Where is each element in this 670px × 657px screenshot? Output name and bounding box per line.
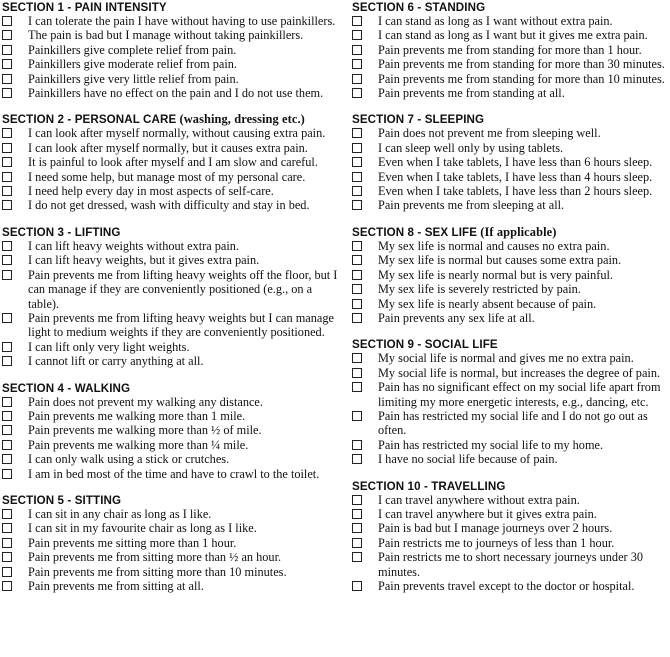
answer-option[interactable] <box>352 311 670 325</box>
questionnaire-section <box>352 225 670 325</box>
answer-option-label: My social life is normal and gives me no extra pain. <box>378 351 634 366</box>
answer-option-label: I cannot lift or carry anything at all. <box>28 354 204 369</box>
section-title <box>352 337 670 351</box>
answer-option[interactable] <box>2 126 338 140</box>
checkbox[interactable] <box>2 454 12 464</box>
checkbox[interactable] <box>352 255 362 265</box>
answer-option-label: I need some help, but manage most of my personal care. <box>28 169 306 184</box>
checkbox[interactable] <box>352 552 362 562</box>
checkbox[interactable] <box>352 454 362 464</box>
answer-option[interactable] <box>2 550 338 564</box>
answer-option[interactable] <box>352 155 670 169</box>
answer-option[interactable] <box>352 536 670 550</box>
answer-option-label: My social life is normal, but increases the degree of pain. <box>378 365 661 380</box>
answer-option-label: I can lift only very light weights. <box>28 339 190 354</box>
left-column <box>2 0 338 593</box>
checkbox[interactable] <box>2 172 12 182</box>
section-title-text: SECTION 6 - STANDING <box>352 1 486 14</box>
answer-option-label: I can stand as long as I want without extra pain. <box>378 14 613 28</box>
answer-option-label: I can travel anywhere but it gives extra pain. <box>378 506 597 521</box>
answer-option-label: My sex life is nearly absent because of pain. <box>378 296 597 311</box>
answer-option[interactable] <box>2 536 338 550</box>
checkbox[interactable] <box>352 538 362 548</box>
answer-option[interactable] <box>2 409 338 423</box>
answer-option[interactable] <box>352 380 670 409</box>
checkbox[interactable] <box>352 128 362 138</box>
checkbox[interactable] <box>2 425 12 435</box>
answer-option-label: Pain prevents me walking more than ¼ mile. <box>28 437 249 452</box>
checkbox[interactable] <box>352 59 362 69</box>
answer-option[interactable] <box>2 452 338 466</box>
answer-option[interactable] <box>2 395 338 409</box>
answer-option-label: Painkillers give moderate relief from pain. <box>28 57 237 72</box>
checkbox[interactable] <box>2 270 12 280</box>
section-title <box>352 0 670 14</box>
checkbox[interactable] <box>352 368 362 378</box>
answer-option-label: I can look after myself normally, without causing extra pain. <box>28 126 326 141</box>
checkbox[interactable] <box>2 200 12 210</box>
section-title-text: SECTION 9 - SOCIAL LIFE <box>352 338 498 352</box>
section-title <box>2 493 338 507</box>
answer-option[interactable] <box>352 297 670 311</box>
answer-option[interactable] <box>2 28 338 42</box>
answer-option-label: Even when I take tablets, I have less than 6 hours sleep. <box>378 155 653 170</box>
answer-option[interactable] <box>2 423 338 437</box>
answer-option-label: Pain prevents me from standing for more than 10 minutes. <box>378 71 665 86</box>
answer-option[interactable] <box>352 521 670 535</box>
answer-option[interactable] <box>2 340 338 354</box>
answer-option[interactable] <box>2 72 338 86</box>
answer-option[interactable] <box>352 253 670 267</box>
section-title-text: SECTION 3 - LIFTING <box>2 225 121 239</box>
answer-option[interactable] <box>2 184 338 198</box>
checkbox[interactable] <box>2 128 12 138</box>
section-title-text: SECTION 1 - PAIN INTENSITY <box>2 1 167 14</box>
answer-option[interactable] <box>352 452 670 466</box>
answer-option[interactable] <box>2 579 338 593</box>
answer-option-label: I can sit in my favourite chair as long as I like. <box>28 521 257 536</box>
answer-option-label: Pain prevents travel except to the doctor or hospital. <box>378 579 635 593</box>
answer-option-label: I can only walk using a stick or crutches. <box>28 452 230 467</box>
checkbox[interactable] <box>2 30 12 40</box>
answer-option-label: Pain prevents me from sitting more than ½ an hour. <box>28 550 282 565</box>
checkbox[interactable] <box>2 59 12 69</box>
answer-option-label: Pain does not prevent me from sleeping well. <box>378 126 601 141</box>
answer-option-label: I do not get dressed, wash with difficulty and stay in bed. <box>28 198 310 213</box>
checkbox[interactable] <box>352 411 362 421</box>
section-title <box>352 479 670 493</box>
checkbox[interactable] <box>2 241 12 251</box>
checkbox[interactable] <box>352 157 362 167</box>
section-title-note: (If applicable) <box>480 224 557 239</box>
answer-option-label: I can sleep well only by using tablets. <box>378 140 564 155</box>
answer-option-label: I can look after myself normally, but it causes extra pain. <box>28 140 308 155</box>
checkbox[interactable] <box>352 186 362 196</box>
answer-option[interactable] <box>2 438 338 452</box>
checkbox[interactable] <box>2 552 12 562</box>
answer-option-label: Pain prevents me from sitting at all. <box>28 579 204 593</box>
questionnaire-section <box>352 479 670 594</box>
section-title-note: (washing, dressing etc.) <box>179 112 305 127</box>
section-title <box>352 112 670 126</box>
answer-option[interactable] <box>2 507 338 521</box>
answer-option[interactable] <box>352 239 670 253</box>
answer-option-label: I can lift heavy weights without extra pain. <box>28 238 240 253</box>
checkbox[interactable] <box>352 16 362 26</box>
checkbox[interactable] <box>352 270 362 280</box>
answer-option[interactable] <box>2 354 338 368</box>
answer-option-label: Pain prevents me sitting more than 1 hour. <box>28 535 237 550</box>
answer-option-label: Pain prevents me from sleeping at all. <box>378 198 565 213</box>
answer-option[interactable] <box>2 311 338 340</box>
answer-option[interactable] <box>352 550 670 579</box>
section-title-text: SECTION 8 - SEX LIFE <box>352 225 478 239</box>
answer-option[interactable] <box>2 155 338 169</box>
answer-option-label: Pain is bad but I manage journeys over 2 hours. <box>378 521 613 536</box>
answer-option[interactable] <box>2 170 338 184</box>
section-title <box>2 381 338 395</box>
checkbox[interactable] <box>352 495 362 505</box>
answer-option[interactable] <box>352 126 670 140</box>
checkbox[interactable] <box>2 523 12 533</box>
checkbox[interactable] <box>352 200 362 210</box>
answer-option[interactable] <box>352 351 670 365</box>
checkbox[interactable] <box>2 581 12 591</box>
answer-option[interactable] <box>2 268 338 311</box>
checkbox[interactable] <box>352 172 362 182</box>
questionnaire-section <box>2 112 338 212</box>
checkbox[interactable] <box>352 581 362 591</box>
answer-option[interactable] <box>352 282 670 296</box>
answer-option[interactable] <box>352 507 670 521</box>
answer-option[interactable] <box>352 409 670 438</box>
answer-option-label: Pain has restricted my social life to my home. <box>378 437 604 452</box>
section-title-text: SECTION 10 - TRAVELLING <box>352 479 506 493</box>
checkbox[interactable] <box>2 143 12 153</box>
answer-option-label: Pain prevents me from standing at all. <box>378 86 565 101</box>
questionnaire-section <box>352 0 670 100</box>
answer-option[interactable] <box>2 467 338 481</box>
section-title <box>2 0 338 14</box>
answer-option[interactable] <box>352 198 670 212</box>
checkbox[interactable] <box>2 567 12 577</box>
answer-option[interactable] <box>352 141 670 155</box>
answer-option[interactable] <box>352 72 670 86</box>
answer-option[interactable] <box>2 521 338 535</box>
checkbox[interactable] <box>2 313 12 323</box>
checkbox[interactable] <box>2 469 12 479</box>
answer-option-label: I need help every day in most aspects of self-care. <box>28 184 274 199</box>
checkbox[interactable] <box>352 30 362 40</box>
answer-option-label: Pain restricts me to journeys of less than 1 hour. <box>378 535 615 550</box>
section-title <box>352 225 670 239</box>
answer-option[interactable] <box>352 170 670 184</box>
answer-option-label: Painkillers give very little relief from pain. <box>28 71 239 86</box>
answer-option-label: My sex life is normal but causes some extra pain. <box>378 253 622 268</box>
answer-option-label: I can lift heavy weights, but it gives extra pain. <box>28 253 260 268</box>
section-title <box>2 225 338 239</box>
checkbox[interactable] <box>2 342 12 352</box>
answer-option-label: I can stand as long as I want but it gives me extra pain. <box>378 28 648 43</box>
checkbox[interactable] <box>352 143 362 153</box>
checkbox[interactable] <box>2 74 12 84</box>
answer-option-label: Pain has no significant effect on my social life apart from limiting my more energetic interests, e.g., dancing, etc. <box>378 380 661 409</box>
answer-option[interactable] <box>352 579 670 593</box>
answer-option-label: I can tolerate the pain I have without having to use painkillers. <box>28 14 336 28</box>
checkbox[interactable] <box>352 299 362 309</box>
answer-option-label: The pain is bad but I manage without taking painkillers. <box>28 28 304 43</box>
answer-option[interactable] <box>352 493 670 507</box>
checkbox[interactable] <box>352 88 362 98</box>
questionnaire-section <box>352 112 670 212</box>
checkbox[interactable] <box>2 356 12 366</box>
answer-option-label: Painkillers give complete relief from pain. <box>28 42 237 57</box>
answer-option[interactable] <box>352 43 670 57</box>
checkbox[interactable] <box>352 74 362 84</box>
answer-option[interactable] <box>2 565 338 579</box>
checkbox[interactable] <box>2 16 12 26</box>
answer-option[interactable] <box>352 14 670 28</box>
questionnaire-section <box>352 337 670 466</box>
section-title-text: SECTION 7 - SLEEPING <box>352 113 485 127</box>
answer-option-label: I can travel anywhere without extra pain. <box>378 492 580 507</box>
answer-option[interactable] <box>352 184 670 198</box>
answer-option[interactable] <box>2 253 338 267</box>
checkbox[interactable] <box>352 440 362 450</box>
answer-option[interactable] <box>2 43 338 57</box>
answer-option[interactable] <box>352 86 670 100</box>
answer-option[interactable] <box>352 268 670 282</box>
answer-option-label: I am in bed most of the time and have to crawl to the toilet. <box>28 466 320 481</box>
checkbox[interactable] <box>2 440 12 450</box>
answer-option-label: I can sit in any chair as long as I like. <box>28 506 212 521</box>
checkbox[interactable] <box>352 353 362 363</box>
checkbox[interactable] <box>352 284 362 294</box>
checkbox[interactable] <box>352 509 362 519</box>
answer-option-label: Pain prevents me from lifting heavy weights off the floor, but I can manage if they are conveniently positioned (e.g., on a table). <box>28 267 338 311</box>
checkbox[interactable] <box>352 313 362 323</box>
checkbox[interactable] <box>352 45 362 55</box>
section-title <box>2 112 338 126</box>
checkbox[interactable] <box>352 241 362 251</box>
checkbox[interactable] <box>2 538 12 548</box>
answer-option-label: Pain has restricted my social life and I do not go out as often. <box>378 408 648 438</box>
right-column <box>352 0 670 593</box>
checkbox[interactable] <box>352 382 362 392</box>
answer-option-label: Pain prevents me from standing for more than 30 minutes. <box>378 57 665 72</box>
questionnaire-section <box>2 0 338 100</box>
answer-option-label: I have no social life because of pain. <box>378 452 558 467</box>
answer-option[interactable] <box>2 141 338 155</box>
answer-option-label: My sex life is severely restricted by pain. <box>378 282 581 297</box>
answer-option[interactable] <box>2 86 338 100</box>
checkbox[interactable] <box>2 157 12 167</box>
checkbox[interactable] <box>2 45 12 55</box>
questionnaire-section <box>2 493 338 593</box>
answer-option-label: It is painful to look after myself and I am slow and careful. <box>28 155 318 170</box>
answer-option[interactable] <box>2 14 338 28</box>
questionnaire-section <box>2 381 338 481</box>
questionnaire-section <box>2 225 338 369</box>
answer-option-label: My sex life is normal and causes no extra pain. <box>378 238 610 253</box>
answer-option[interactable] <box>2 57 338 71</box>
answer-option-label: My sex life is nearly normal but is very painful. <box>378 267 613 282</box>
answer-option-label: Pain prevents me from sitting more than 10 minutes. <box>28 564 287 579</box>
answer-option[interactable] <box>352 366 670 380</box>
answer-option-label: Pain does not prevent my walking any distance. <box>28 394 263 409</box>
answer-option[interactable] <box>352 57 670 71</box>
checkbox[interactable] <box>2 186 12 196</box>
answer-option[interactable] <box>352 28 670 42</box>
section-title-text: SECTION 5 - SITTING <box>2 493 122 507</box>
checkbox[interactable] <box>2 88 12 98</box>
answer-option-label: Pain prevents any sex life at all. <box>378 310 535 325</box>
answer-option-label: Pain prevents me walking more than 1 mile. <box>28 408 246 423</box>
checkbox[interactable] <box>2 411 12 421</box>
answer-option-label: Even when I take tablets, I have less than 2 hours sleep. <box>378 184 653 199</box>
answer-option[interactable] <box>2 198 338 212</box>
answer-option-label: Pain prevents me from lifting heavy weights but I can manage light to medium weights if they are conveniently positioned. <box>28 310 334 340</box>
checkbox[interactable] <box>2 255 12 265</box>
answer-option[interactable] <box>2 239 338 253</box>
answer-option-label: Pain restricts me to short necessary journeys under 30 minutes. <box>378 550 644 579</box>
section-title-text: SECTION 4 - WALKING <box>2 381 131 395</box>
answer-option-label: Pain prevents me walking more than ½ of mile. <box>28 423 262 438</box>
answer-option-label: Painkillers have no effect on the pain and I do not use them. <box>28 86 324 101</box>
answer-option-label: Pain prevents me from standing for more than 1 hour. <box>378 42 642 57</box>
answer-option-label: Even when I take tablets, I have less than 4 hours sleep. <box>378 169 653 184</box>
checkbox[interactable] <box>2 397 12 407</box>
checkbox[interactable] <box>2 509 12 519</box>
answer-option[interactable] <box>352 438 670 452</box>
section-title-text: SECTION 2 - PERSONAL CARE <box>2 113 177 127</box>
checkbox[interactable] <box>352 523 362 533</box>
